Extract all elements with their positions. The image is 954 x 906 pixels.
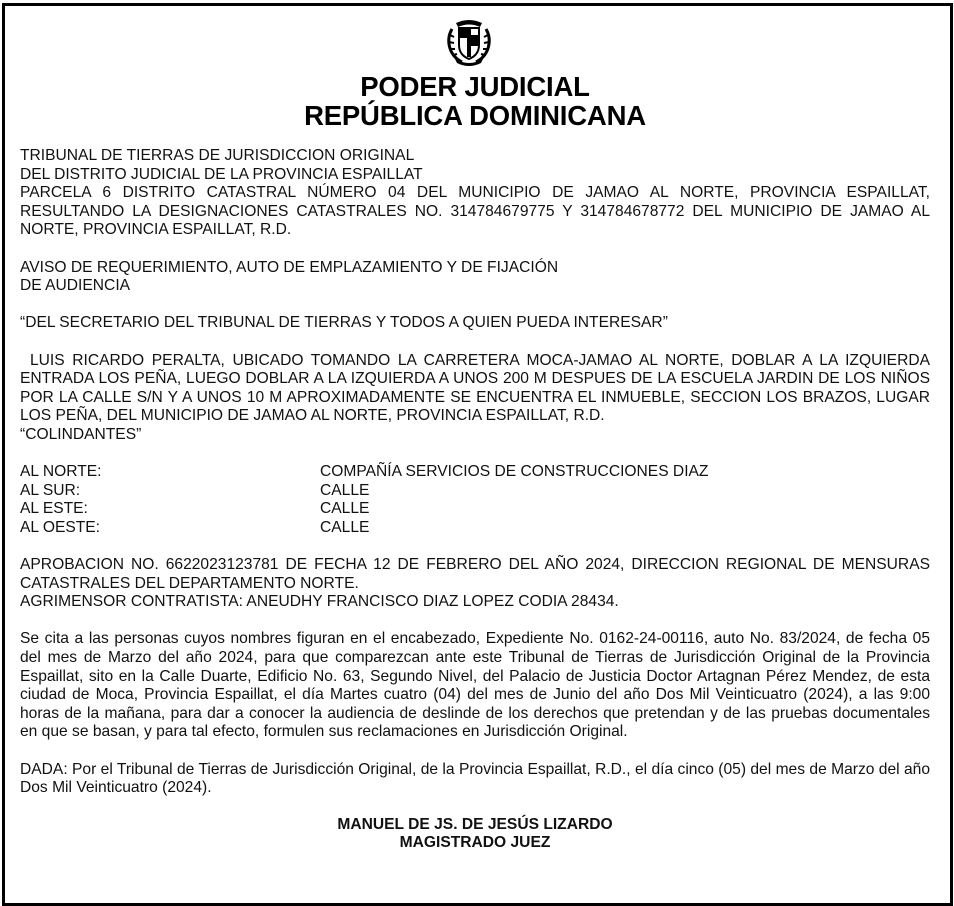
boundary-value: COMPAÑÍA SERVICIOS DE CONSTRUCCIONES DIAZ [320,463,709,481]
parcel-description: PARCELA 6 DISTRITO CATASTRAL NÚMERO 04 DEL MUNICIPIO DE JAMAO AL NORTE, PROVINCIA ESPAILLAT, RESULTANDO LA DESIGNACIONES CATASTRALES NO. 314784679775 Y 314784678772 DEL MUNICIPIO DE JAMAO AL NORTE, PROVINCIA ESPAILLAT, R.D. [20,184,930,239]
citation-text: Se cita a las personas cuyos nombres figuran en el encabezado, Expediente No. 0162-24-00116, auto No. 83/2024, de fecha 05 del mes de Marzo del año 2024, para que comparezcan ante este Tribunal de Tierras de Jurisdicción Original de la Provincia Espaillat, sito en la Calle Duarte, Edificio No. 63, Segundo Nivel, del Palacio de Justicia Doctor Artagnan Pérez Mendez, de esta ciudad de Moca, Provincia Espaillat, el día Martes cuatro (04) del mes de Junio del año Dos Mil Veinticuatro (2024), a las 9:00 horas de la mañana, para dar a conocer la audiencia de deslinde de los derechos que pretendan y de las pruebas documentales en que se basan, y para tal efecto, formulen sus reclamaciones en Jurisdicción Original. [20,630,930,741]
boundary-value: CALLE [320,481,370,499]
surveyor-text: AGRIMENSOR CONTRATISTA: ANEUDHY FRANCISCO DIAZ LOPEZ CODIA 28434. [20,593,619,611]
boundary-label: AL OESTE: [20,518,101,536]
boundary-value: CALLE [320,500,370,518]
list-item [20,482,930,501]
signature-role: MAGISTRADO JUEZ [399,834,551,852]
boundary-label: AL NORTE: [20,463,102,481]
dada-text: DADA: Por el Tribunal de Tierras de Jurisdicción Original, de la Provincia Espaillat, R.D., el día cinco (05) del mes de Marzo del año Dos Mil Veinticuatro (2024). [20,760,930,797]
list-item [20,519,930,538]
list-item [20,500,930,519]
title-line-1: PODER JUDICIAL [360,71,590,102]
notice-title-line-1: AVISO DE REQUERIMIENTO, AUTO DE EMPLAZAMIENTO Y DE FIJACIÓN [20,258,559,276]
list-item [20,463,930,482]
boundary-label: AL SUR: [20,481,81,499]
boundary-value: CALLE [320,518,370,536]
title-line-2: REPÚBLICA DOMINICANA [304,100,646,131]
tribunal-line-1: TRIBUNAL DE TIERRAS DE JURISDICCION ORIGINAL [20,147,415,164]
notice-frame [2,3,953,906]
approval-text: APROBACION NO. 6622023123781 DE FECHA 12 DE FEBRERO DEL AÑO 2024, DIRECCION REGIONAL DE MENSURAS CATASTRALES DEL DEPARTAMENTO NORTE. [20,556,930,592]
colindantes-heading: “COLINDANTES” [20,425,142,443]
location-description: LUIS RICARDO PERALTA, UBICADO TOMANDO LA CARRETERA MOCA-JAMAO AL NORTE, DOBLAR A LA IZQUIERDA ENTRADA LOS PEÑA, LUEGO DOBLAR A LA IZQUIERDA A UNOS 200 M DESPUES DE LA ESCUELA JARDIN DE LOS NIÑOS POR LA CALLE S/N Y A UNOS 10 M APROXIMADAMENTE SE ENCUENTRA EL INMUEBLE, SECCION LOS BRAZOS, LUGAR LOS PEÑA, DEL MUNICIPIO DE JAMAO AL NORTE, PROVINCIA ESPAILLAT, R.D. [20,351,930,425]
page-title [20,72,930,130]
coat-of-arms-icon [444,15,494,67]
tribunal-line-2: DEL DISTRITO JUDICIAL DE LA PROVINCIA ESPAILLAT [20,165,423,183]
colindantes-list [20,463,930,537]
signature-block [20,816,930,853]
boundary-label: AL ESTE: [20,500,88,518]
notice-body [20,147,930,853]
addressee: “DEL SECRETARIO DEL TRIBUNAL DE TIERRAS Y TODOS A QUIEN PUEDA INTERESAR” [20,314,668,332]
notice-title-line-2: DE AUDIENCIA [20,277,131,295]
signature-name: MANUEL DE JS. DE JESÚS LIZARDO [337,815,613,833]
